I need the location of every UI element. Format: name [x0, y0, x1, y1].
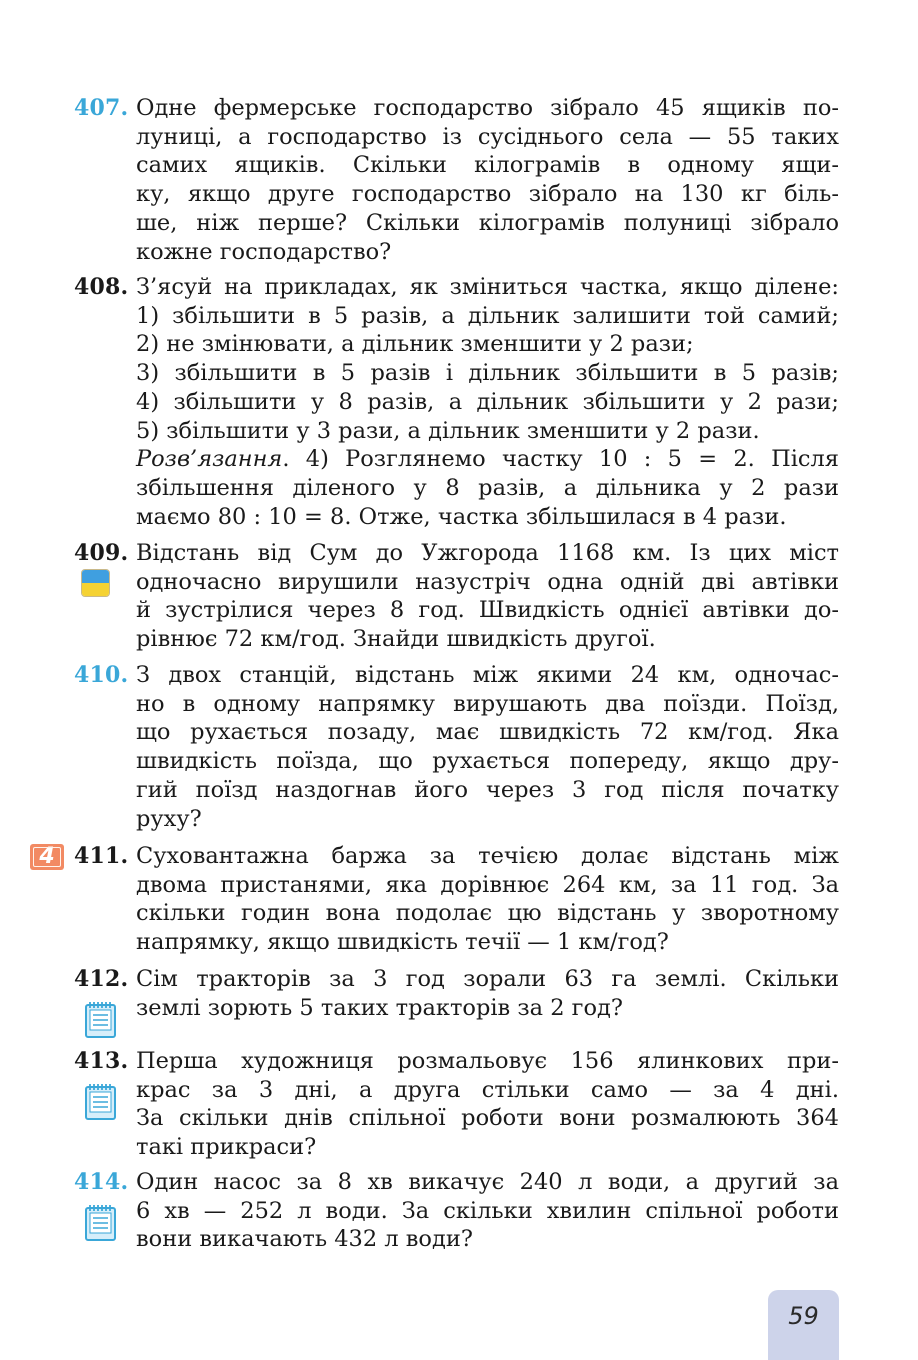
notebook-icon [84, 1081, 117, 1121]
text-line: й зустрілися через 8 год. Швидкість однієї автівки до- [136, 597, 839, 624]
text-line: 1) збільшити в 5 разів, а дільник залишити той самий; [136, 302, 839, 329]
page-number: 59 [788, 1302, 819, 1330]
notebook-icon [84, 1202, 117, 1242]
text-line: що рухається позаду, має швидкість 72 км/год. Яка [136, 719, 839, 746]
text-line: одночасно вирушили назустріч одна одній дві автівки [136, 568, 839, 595]
text-line: руху? [136, 805, 202, 832]
text-line: вони викачають 432 л води? [136, 1226, 473, 1253]
text-line: З двох станцій, відстань між якими 24 км, одночас- [136, 662, 839, 688]
problem-text [136, 273, 839, 531]
text-line: двома пристанями, яка дорівнює 264 км, за 11 год. За [136, 871, 839, 898]
text-line: 6 хв — 252 л води. За скільки хвилин спільної роботи [136, 1197, 839, 1224]
text-line: З’ясуй на прикладах, як зміниться частка, якщо ділене: [136, 274, 839, 300]
text-line: скільки годин вона подолає цю відстань у зворотному [136, 900, 839, 927]
problem-number: 411. [74, 843, 129, 869]
notebook-icon [84, 999, 117, 1039]
problem-number: 413. [74, 1048, 129, 1074]
solution-label: Розв’язання [136, 446, 283, 473]
problem-number: 410. [74, 662, 129, 688]
problem-text [136, 842, 839, 957]
problem-number: 412. [74, 966, 129, 992]
text-line: но в одному напрямку вирушають два поїзди. Поїзд, [136, 690, 839, 717]
problem-number: 409. [74, 540, 129, 566]
text-line: Відстань від Сум до Ужгорода 1168 км. Із цих міст [136, 540, 839, 566]
page-number-tab [768, 1290, 839, 1360]
text-line: ше, ніж перше? Скільки кілограмів полуниці зібрало [136, 209, 839, 236]
text-line: крас за 3 дні, а друга стільки само — за 4 дні. [136, 1076, 839, 1103]
problem-text [136, 539, 839, 654]
text-line: рівнює 72 км/год. Знайди швидкість другої. [136, 626, 656, 653]
problem-text [136, 965, 839, 1022]
problem-number: 407. [74, 95, 129, 121]
problem-text [136, 94, 839, 266]
solution-line [136, 445, 839, 474]
solution-line: маємо 80 : 10 = 8. Отже, частка збільшилася в 4 рази. [136, 503, 787, 530]
text-line: гий поїзд наздогнав його через 3 год після початку [136, 776, 839, 803]
text-line: Сім тракторів за 3 год зорали 63 га землі. Скільки [136, 966, 839, 992]
level-badge: 4 [30, 844, 64, 870]
problem-number: 408. [74, 274, 129, 300]
text-line: кожне господарство? [136, 238, 392, 265]
text-line: Один насос за 8 хв викачує 240 л води, а другий за [136, 1169, 839, 1195]
problem-text [136, 1168, 839, 1254]
problem-text [136, 1047, 839, 1162]
ukraine-flag-icon [81, 569, 110, 597]
text-line: 2) не змінювати, а дільник зменшити у 2 рази; [136, 331, 694, 358]
text-line: напрямку, якщо швидкість течії — 1 км/год? [136, 929, 669, 956]
text-line: швидкість поїзда, що рухається попереду, якщо дру- [136, 748, 839, 775]
solution-line: збільшення діленого у 8 разів, а дільника у 2 рази [136, 474, 839, 501]
problem-text [136, 661, 839, 833]
text-line: 4) збільшити у 8 разів, а дільник збільшити у 2 рази; [136, 388, 839, 415]
solution-text: . 4) Розглянемо частку 10 : 5 = 2. Після [282, 446, 839, 473]
problem-number: 414. [74, 1169, 129, 1195]
text-line: Суховантажна баржа за течією долає відстань між [136, 843, 839, 869]
text-line: самих ящиків. Скільки кілограмів в одному ящи- [136, 152, 839, 179]
text-line: За скільки днів спільної роботи вони розмалюють 364 [136, 1105, 839, 1132]
text-line: луниці, а господарство із сусіднього села — 55 таких [136, 123, 839, 150]
text-line: ку, якщо друге господарство зібрало на 130 кг біль- [136, 181, 839, 208]
text-line: землі зорють 5 таких тракторів за 2 год? [136, 994, 623, 1021]
text-line: Перша художниця розмальовує 156 ялинкових при- [136, 1048, 839, 1074]
text-line: 3) збільшити в 5 разів і дільник збільшити в 5 разів; [136, 360, 839, 387]
text-line: такі прикраси? [136, 1134, 317, 1161]
text-line: Одне фермерське господарство зібрало 45 ящиків по- [136, 95, 839, 121]
text-line: 5) збільшити у 3 рази, а дільник зменшити у 2 рази. [136, 417, 760, 444]
